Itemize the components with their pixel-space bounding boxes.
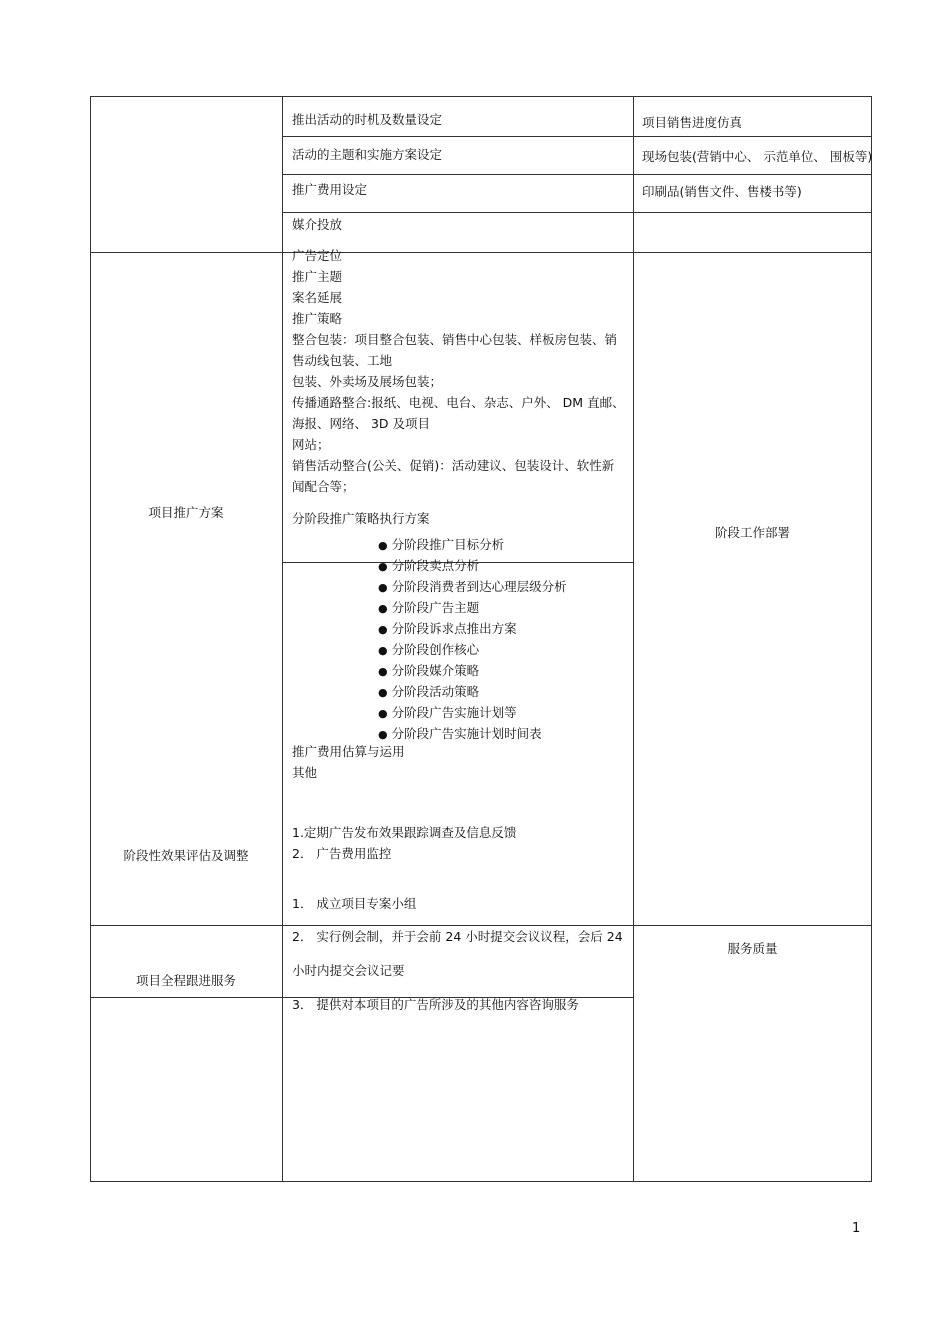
section-label-evaluation: 阶段性效果评估及调整 xyxy=(123,848,249,863)
bullet-dot-icon: ● xyxy=(378,560,388,573)
bullet-item: ● 分阶段广告实施计划时间表 xyxy=(378,726,542,741)
section-label-promotion: 项目推广方案 xyxy=(148,505,224,520)
evaluation-item: 1.定期广告发布效果跟踪调查及信息反馈 xyxy=(292,825,517,840)
content-line: 推广主题 xyxy=(292,269,343,284)
bullet-dot-icon: ● xyxy=(378,728,388,741)
bullet-item: ● 分阶段广告实施计划等 xyxy=(378,705,517,720)
content-line: 包装、外卖场及展场包装； xyxy=(292,374,443,389)
bullet-dot-icon: ● xyxy=(378,581,388,594)
service-item: 小时内提交会议记要 xyxy=(292,963,405,978)
content-line: 闻配合等； xyxy=(292,479,355,494)
evaluation-item: 2． 广告费用监控 xyxy=(292,846,392,861)
row1-right-3: 印刷品(销售文件、售楼书等) xyxy=(642,184,802,199)
row1-right-1: 项目销售进度仿真 xyxy=(642,115,743,130)
bullet-dot-icon: ● xyxy=(378,644,388,657)
border-col2 xyxy=(282,96,283,1182)
content-line: 整合包装：项目整合包装、销售中心包装、样板房包装、销 xyxy=(292,332,618,347)
content-line: 其他 xyxy=(292,765,318,780)
bullet-item: ● 分阶段卖点分析 xyxy=(378,558,480,573)
bullet-dot-icon: ● xyxy=(378,686,388,699)
bullet-item: ● 分阶段广告主题 xyxy=(378,600,480,615)
content-line: 推广费用估算与运用 xyxy=(292,744,405,759)
border-col3 xyxy=(633,96,634,1182)
bullet-dot-icon: ● xyxy=(378,602,388,615)
row1-right-2: 现场包装(营销中心、 示范单位、 围板等) xyxy=(642,149,873,164)
bullet-dot-icon: ● xyxy=(378,623,388,636)
border-left xyxy=(90,96,91,1182)
content-line: 网站； xyxy=(292,437,330,452)
section-label-service: 项目全程跟进服务 xyxy=(135,973,236,988)
border-row1-bottom xyxy=(90,252,872,253)
row1-mid-4: 媒介投放 xyxy=(292,217,343,232)
row1-mid-2: 活动的主题和实施方案设定 xyxy=(292,147,443,162)
content-line: 传播通路整合:报纸、电视、电台、杂志、户外、 DM 直邮、 xyxy=(292,395,625,410)
border-mid-3 xyxy=(282,212,872,213)
bullet-dot-icon: ● xyxy=(378,665,388,678)
bullet-item: ● 分阶段消费者到达心理层级分析 xyxy=(378,579,567,594)
content-line: 销售活动整合(公关、促销)：活动建议、包装设计、软性新 xyxy=(292,458,615,473)
border-top xyxy=(90,96,872,97)
content-line: 推广策略 xyxy=(292,311,343,326)
row1-mid-1: 推出活动的时机及数量设定 xyxy=(292,112,443,127)
service-item: 1． 成立项目专案小组 xyxy=(292,896,417,911)
border-mid-1 xyxy=(282,136,872,137)
row1-mid-3: 推广费用设定 xyxy=(292,182,368,197)
content-line: 广告定位 xyxy=(292,248,343,263)
content-line: 售动线包装、工地 xyxy=(292,353,393,368)
bullet-item: ● 分阶段推广目标分析 xyxy=(378,537,505,552)
border-row2-bottom xyxy=(90,925,872,926)
bullet-item: ● 分阶段媒介策略 xyxy=(378,663,480,678)
service-item: 3． 提供对本项目的广告所涉及的其他内容咨询服务 xyxy=(292,997,579,1012)
phase-title: 分阶段推广策略执行方案 xyxy=(292,511,430,526)
content-line: 案名延展 xyxy=(292,290,343,305)
border-mid-2 xyxy=(282,174,872,175)
border-bottom xyxy=(90,1181,872,1182)
content-line: 海报、网络、 3D 及项目 xyxy=(292,416,431,431)
bullet-dot-icon: ● xyxy=(378,707,388,720)
bullet-item: ● 分阶段活动策略 xyxy=(378,684,480,699)
section-label-quality: 服务质量 xyxy=(727,941,778,956)
bullet-dot-icon: ● xyxy=(378,539,388,552)
page-number: 1 xyxy=(852,1221,861,1236)
border-right xyxy=(871,96,872,1182)
service-item: 2． 实行例会制，并于会前 24 小时提交会议议程，会后 24 xyxy=(292,929,623,944)
section-label-deployment: 阶段工作部署 xyxy=(714,525,790,540)
bullet-item: ● 分阶段诉求点推出方案 xyxy=(378,621,517,636)
bullet-item: ● 分阶段创作核心 xyxy=(378,642,480,657)
